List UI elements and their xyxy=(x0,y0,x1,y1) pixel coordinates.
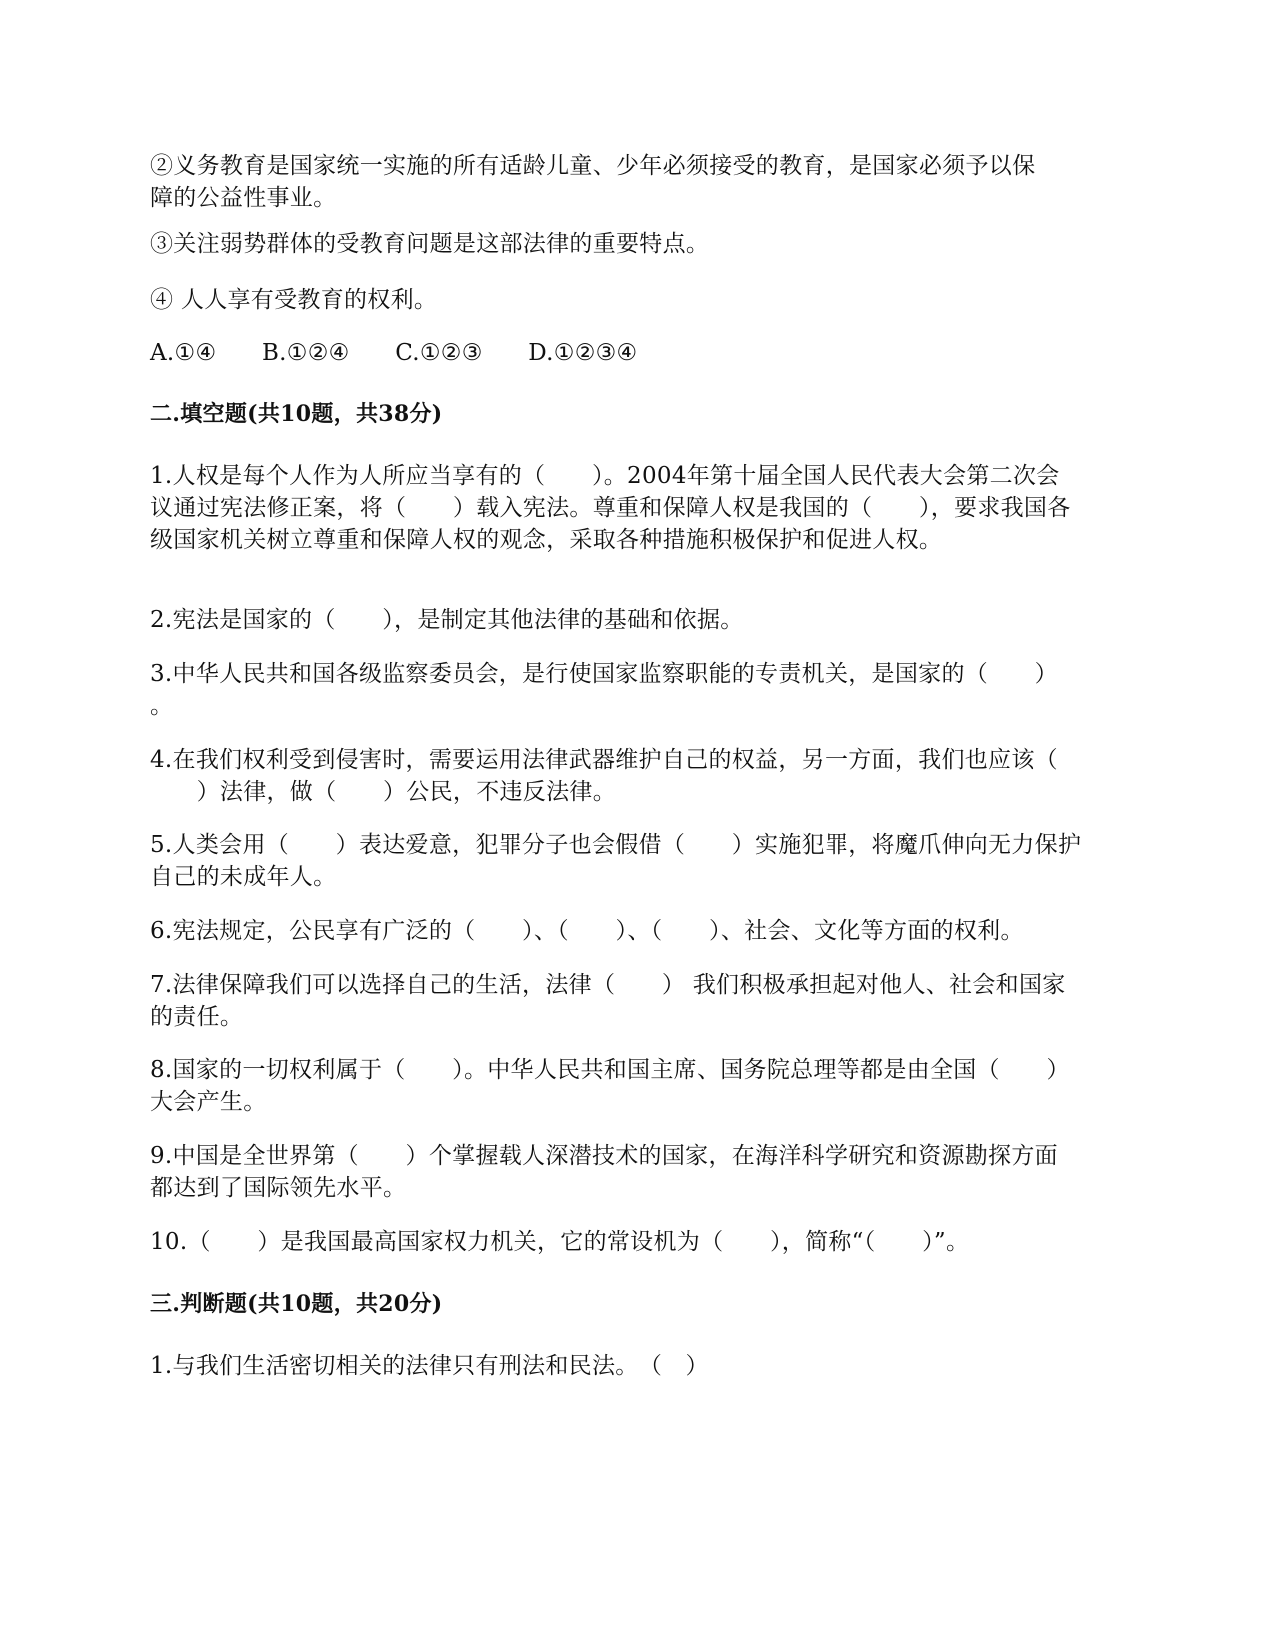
fill-question-9-line1: 9.中国是全世界第（ ）个掌握载人深潜技术的国家，在海洋科学研究和资源勘探方面 xyxy=(150,1143,1058,1169)
fill-question-1-line1: 1.人权是每个人作为人所应当享有的（ ）。2004年第十届全国人民代表大会第二次会 xyxy=(150,463,1060,489)
option-a: A.①④ xyxy=(150,340,217,366)
section-heading-true-false: 三.判断题(共10题，共20分) xyxy=(150,1291,443,1317)
document-page xyxy=(150,0,1130,1650)
fill-question-1-line2: 议通过宪法修正案，将（ ）载入宪法。尊重和保障人权是我国的（ ），要求我国各 xyxy=(150,495,1071,521)
fill-question-8-line2: 大会产生。 xyxy=(150,1089,267,1115)
option-c: C.①②③ xyxy=(395,340,483,366)
fill-question-4-line1: 4.在我们权利受到侵害时，需要运用法律武器维护自己的权益，另一方面，我们也应该（ xyxy=(150,747,1058,773)
fill-question-1-line3: 级国家机关树立尊重和保障人权的观念，采取各种措施积极保护和促进人权。 xyxy=(150,527,943,553)
option-d: D.①②③④ xyxy=(528,340,638,366)
option-b: B.①②④ xyxy=(261,340,350,366)
statement-2-line1: ②义务教育是国家统一实施的所有适龄儿童、少年必须接受的教育，是国家必须予以保 xyxy=(150,153,1036,179)
judge-question-1: 1.与我们生活密切相关的法律只有刑法和民法。 （ ） xyxy=(150,1353,709,1379)
section-heading-fill-blank: 二.填空题(共10题，共38分) xyxy=(150,401,443,427)
fill-question-4-line2: ）法律，做（ ）公民，不违反法律。 xyxy=(150,779,616,805)
statement-3: ③关注弱势群体的受教育问题是这部法律的重要特点。 xyxy=(150,231,710,257)
fill-question-8-line1: 8.国家的一切权利属于（ ）。中华人民共和国主席、国务院总理等都是由全国（ ） xyxy=(150,1057,1070,1083)
fill-question-5-line1: 5.人类会用（ ）表达爱意，犯罪分子也会假借（ ）实施犯罪，将魔爪伸向无力保护 xyxy=(150,832,1082,858)
statement-2-line2: 障的公益性事业。 xyxy=(150,185,337,211)
fill-question-7-line2: 的责任。 xyxy=(150,1004,244,1030)
answer-options xyxy=(150,337,1130,369)
fill-question-6: 6.宪法规定，公民享有广泛的（ ）、（ ）、（ ）、社会、文化等方面的权利。 xyxy=(150,918,1024,944)
fill-question-9-line2: 都达到了国际领先水平。 xyxy=(150,1175,407,1201)
fill-question-5-line2: 自己的未成年人。 xyxy=(150,864,337,890)
statement-4: ④ 人人享有受教育的权利。 xyxy=(150,287,438,313)
fill-question-3-line1: 3.中华人民共和国各级监察委员会，是行使国家监察职能的专责机关，是国家的（ ） xyxy=(150,661,1058,687)
fill-question-7-line1: 7.法律保障我们可以选择自己的生活，法律（ ） 我们积极承担起对他人、社会和国家 xyxy=(150,972,1066,998)
fill-question-10: 10.（ ）是我国最高国家权力机关，它的常设机为（ ），简称“（ ）”。 xyxy=(150,1229,970,1255)
fill-question-3-line2: 。 xyxy=(150,693,174,719)
fill-question-2: 2.宪法是国家的（ ），是制定其他法律的基础和依据。 xyxy=(150,607,744,633)
